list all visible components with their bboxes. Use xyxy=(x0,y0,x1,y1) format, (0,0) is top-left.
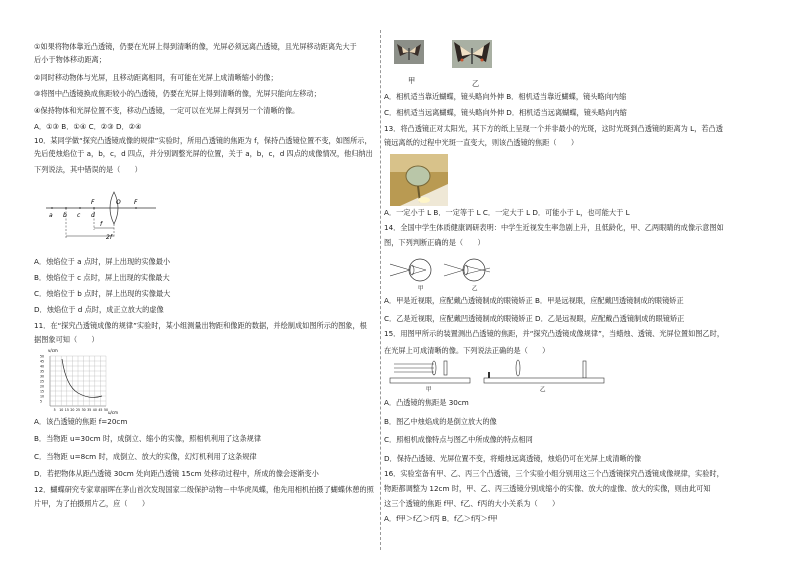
q10-label-f: f xyxy=(100,221,103,228)
q10-label-F-left: F xyxy=(91,199,95,206)
butterfly-photos xyxy=(394,40,504,78)
q16-stem-1: 16．实验室备有甲、乙、丙三个凸透镜，三个实验小组分别用这三个凸透镜探究凸透镜成像规律，实验时， xyxy=(384,469,724,478)
photo-label-yi: 乙 xyxy=(472,79,480,88)
butterfly-photo-jia xyxy=(394,40,424,64)
q14-stem-2: 图，下列判断正确的是（ ） xyxy=(384,238,485,247)
q10-option-b: B．烛焰位于 c 点时，屏上出现的实像最大 xyxy=(34,273,170,282)
q11-y-tick: 10 xyxy=(40,394,45,399)
q11-option-d: D．若把物体从距凸透镜 30cm 处向距凸透镜 15cm 处移动过程中，所成的像会逐渐变小 xyxy=(34,469,319,478)
q10-label-b: b xyxy=(63,212,67,219)
q12-stem-1: 12．蝴蝶研究专家章丽晖在茅山首次发现国家二级保护动物－中华虎凤蝶，他先用相机拍摄了蝴蝶休憩的照 xyxy=(34,485,374,494)
q16-options-ab: A．f甲＞f乙＞f丙 B．f乙＞f丙＞f甲 xyxy=(384,514,498,523)
q11-y-tick: 15 xyxy=(40,389,45,394)
q9-option-1: ①如果将物体靠近凸透镜，仍要在光屏上得到清晰的像，光屏必须远离凸透镜，且光屏移动距离先大于 xyxy=(34,42,357,51)
column-divider xyxy=(380,30,381,550)
q11-option-c: C．当物距 u=8cm 时，成倒立、放大的实像，幻灯机利用了这条规律 xyxy=(34,452,257,461)
q11-option-a: A．该凸透镜的焦距 f=20cm xyxy=(34,417,128,426)
q11-x-tick: 20 xyxy=(70,408,75,412)
q11-stem-2: 据图象可知（ ） xyxy=(34,335,99,344)
q12-options-cd: C．相机适当远离蝴蝶，镜头略向外伸 D．相机适当远离蝴蝶，镜头略向内缩 xyxy=(384,108,627,117)
q10-stem-1: 10．某同学做“探究凸透镜成像的规律”实验时，所用凸透镜的焦距为 f，保持凸透镜位置不变，如图所示， xyxy=(34,136,372,145)
optical-bench-yi xyxy=(484,360,604,393)
q11-x-tick: 40 xyxy=(92,408,97,412)
q11-x-tick: 45 xyxy=(98,408,103,412)
q10-option-d: D．烛焰位于 d 点时，成正立放大的虚像 xyxy=(34,305,164,314)
q10-label-c: c xyxy=(77,212,81,219)
q11-v-u-curve xyxy=(62,359,102,397)
q13-sunlight-lens-photo xyxy=(390,154,448,206)
q15-option-a: A．凸透镜的焦距是 30cm xyxy=(384,398,469,407)
q11-x-tick: 15 xyxy=(64,408,69,412)
q11-y-tick: 45 xyxy=(40,359,45,364)
q11-graph xyxy=(38,346,120,416)
q15-option-b: B．图乙中烛焰成的是倒立放大的像 xyxy=(384,417,497,426)
q10-stem-3: 下列说法，其中错误的是（ ） xyxy=(34,165,142,174)
q11-y-tick: 35 xyxy=(40,369,45,374)
eye-diagram-yi xyxy=(444,259,490,292)
q15-stem-1: 15．用图甲所示的装置测出凸透镜的焦距，并“探究凸透镜成像规律”，当蜡烛、透镜、光屏位置如图乙时， xyxy=(384,329,725,338)
eye-label-yi: 乙 xyxy=(472,286,478,292)
q16-stem-2: 物距都调整为 12cm 时，甲、乙、丙三透镜分别成缩小的实像、放大的虚像、放大的实像，则由此可知 xyxy=(384,484,711,493)
q12-options-ab: A．相机适当靠近蝴蝶，镜头略向外伸 B．相机适当靠近蝴蝶，镜头略向内缩 xyxy=(384,92,627,101)
q10-label-d: d xyxy=(91,212,95,219)
q11-option-b: B．当物距 u=30cm 时，成倒立、缩小的实像，照相机利用了这条规律 xyxy=(34,434,262,443)
q9-answer-choices: A．①③ B．①④ C．②③ D．②④ xyxy=(34,122,142,131)
q15-option-d: D．保持凸透镜、光屏位置不变，将蜡烛远离透镜，烛焰仍可在光屏上成清晰的像 xyxy=(384,454,642,463)
q11-x-tick: 10 xyxy=(59,408,64,412)
q11-y-tick: 25 xyxy=(40,379,45,384)
q10-lens-diagram xyxy=(44,188,164,248)
q11-x-tick: 50 xyxy=(104,408,109,412)
q11-x-axis-label: u/cm xyxy=(108,410,118,415)
q11-y-axis-label: v/cm xyxy=(48,348,58,353)
q11-stem-1: 11．在“探究凸透镜成像的规律”实验时，某小组测量出物距和像距的数据，并绘制成如图所示的图象，根 xyxy=(34,321,367,330)
q9-option-4: ④保持物体和光屏位置不变，移动凸透镜，一定可以在光屏上得到另一个清晰的像。 xyxy=(34,106,300,115)
q10-label-F-right: F xyxy=(134,199,138,206)
q10-label-2f: 2f xyxy=(106,234,112,241)
bench-label-jia: 甲 xyxy=(426,387,432,393)
q12-stem-2: 片甲，为了拍摄照片乙，应（ ） xyxy=(34,499,150,508)
q11-y-tick: 30 xyxy=(40,374,45,379)
q11-y-tick: 40 xyxy=(40,364,45,369)
q15-stem-2: 在光屏上可成清晰的像。下列说法正确的是（ ） xyxy=(384,346,550,355)
q16-stem-3: 这三个透镜的焦距 f甲、f乙、f丙的大小关系为（ ） xyxy=(384,499,560,508)
q11-x-tick: 35 xyxy=(87,408,92,412)
q9-option-2: ②同时移动物体与光屏，且移动距离相同，有可能在光屏上成清晰缩小的像； xyxy=(34,73,278,82)
q14-options-cd: C．乙是近视眼，应配戴凹透镜制成的眼镜矫正 D．乙是远视眼，应配戴凸透镜制成的眼镜矫正 xyxy=(384,314,685,323)
q14-stem-1: 14．全国中学生体质健康调研表明：中学生近视发生率急剧上升，且低龄化，甲、乙两眼睛的成像示意图如 xyxy=(384,223,724,232)
bench-label-yi: 乙 xyxy=(540,387,546,393)
q14-options-ab: A．甲是近视眼，应配戴凸透镜制成的眼镜矫正 B．甲是远视眼，应配戴凹透镜制成的眼镜矫正 xyxy=(384,296,684,305)
q9-option-1-cont: 后小于物体移动距离； xyxy=(34,55,106,64)
q10-label-a: a xyxy=(49,212,53,219)
q15-optical-bench-figures xyxy=(388,358,748,394)
q14-eye-diagrams xyxy=(390,254,502,294)
butterfly-photo-yi xyxy=(452,40,492,68)
q11-y-tick: 5 xyxy=(40,399,43,404)
q11-x-tick: 30 xyxy=(81,408,86,412)
eye-diagram-jia xyxy=(390,259,431,292)
q13-options: A．一定小于 L B．一定等于 L C．一定大于 L D．可能小于 L，也可能大于 L xyxy=(384,208,630,217)
q13-stem-1: 13．将凸透镜正对太阳光，其下方的纸上呈现一个并非最小的光斑，这时光斑到凸透镜的距离为 L，若凸透 xyxy=(384,124,723,133)
q15-option-c: C．照相机成像特点与图乙中所成像的特点相同 xyxy=(384,435,533,444)
q11-y-tick: 50 xyxy=(40,354,45,359)
q10-option-c: C．烛焰位于 b 点时，屏上出现的实像最大 xyxy=(34,289,171,298)
q9-option-3: ③将图中凸透镜换成焦距较小的凸透镜，仍要在光屏上得到清晰的像，光屏只能向左移动； xyxy=(34,89,321,98)
q10-label-O: O xyxy=(116,199,121,206)
photo-label-jia: 甲 xyxy=(408,76,416,85)
q10-option-a: A．烛焰位于 a 点时，屏上出现的实像最小 xyxy=(34,257,171,266)
q11-x-tick: 5 xyxy=(53,408,56,412)
q13-stem-2: 镜远离纸的过程中光斑一直变大，则该凸透镜的焦距（ ） xyxy=(384,138,579,147)
eye-label-jia: 甲 xyxy=(418,286,424,292)
q11-x-tick: 25 xyxy=(76,408,81,412)
q10-stem-2: 先后使烛焰位于 a，b，c，d 四点，并分别调整光屏的位置，关于 a，b，c，d 四点的成像情况，他归纳出 xyxy=(34,149,373,158)
q11-y-tick: 20 xyxy=(40,384,45,389)
optical-bench-jia xyxy=(390,361,470,393)
